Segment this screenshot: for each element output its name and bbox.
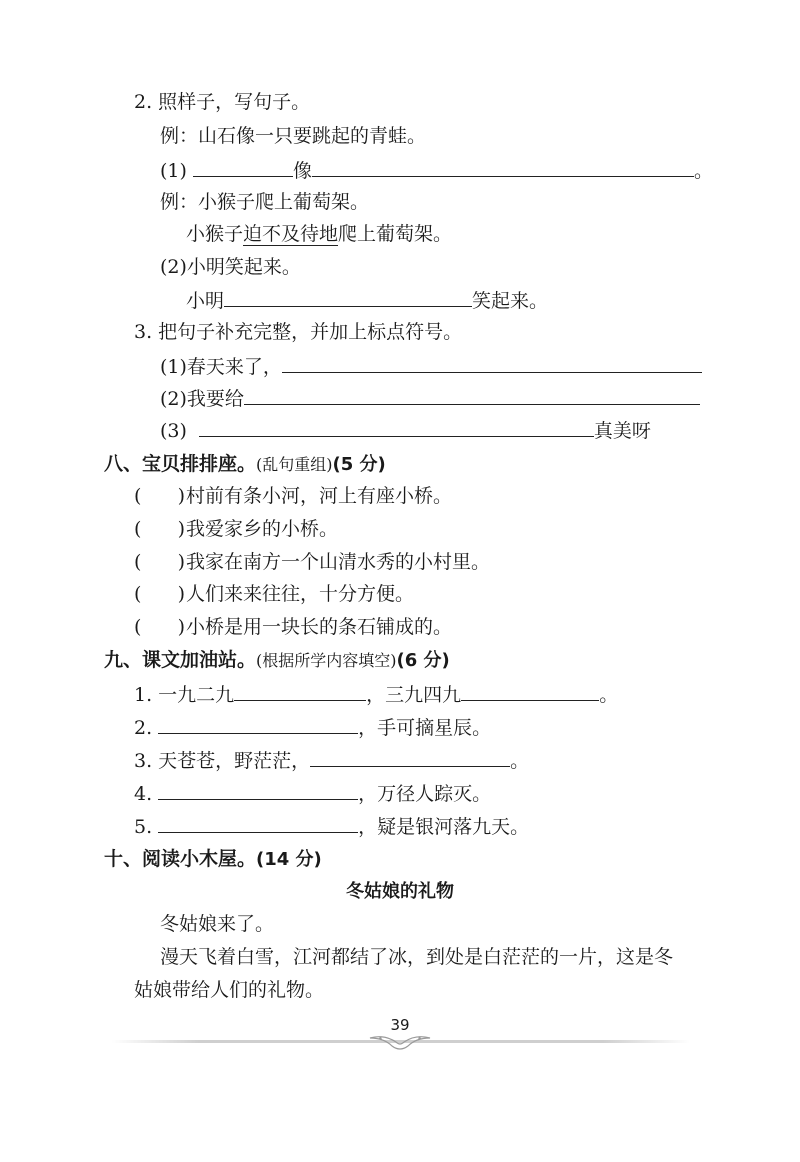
item-number: (1): [160, 160, 187, 182]
order-item-text: 村前有条小河，河上有座小桥。: [186, 485, 453, 507]
item-text: 小明: [186, 290, 225, 312]
answer-blank[interactable]: [244, 386, 700, 405]
fill-text: 2.: [134, 717, 153, 739]
fill-line-2: [134, 715, 491, 740]
q7-2-example-2b: [186, 222, 452, 246]
item-text: 笑起来。: [472, 290, 549, 312]
order-item-text: 我家在南方一个山清水秀的小村里。: [186, 551, 491, 573]
fill-text: ，疑是银河落九天。: [358, 816, 530, 838]
answer-blank[interactable]: [158, 814, 358, 833]
fill-text: 1. 一九二九: [134, 684, 235, 706]
answer-blank[interactable]: [224, 288, 472, 307]
fill-line-4: [134, 781, 491, 806]
q7-2-item-1: [160, 158, 713, 183]
q7-2-item-2b: [186, 288, 548, 313]
answer-blank[interactable]: [282, 354, 702, 373]
q7-2-example-1: 例：山石像一只要跳起的青蛙。: [160, 125, 427, 147]
answer-blank[interactable]: [193, 158, 293, 177]
answer-blank[interactable]: [312, 158, 694, 177]
q7-2-item-2: (2)小明笑起来。: [160, 256, 301, 278]
q7-3-item-1: [160, 354, 702, 379]
fill-text: 3. 天苍苍，野茫茫，: [134, 750, 311, 772]
fill-line-5: [134, 814, 529, 839]
item-number: (3): [160, 420, 187, 442]
fill-line-3: [134, 748, 529, 773]
fill-text: ，手可摘星辰。: [358, 717, 492, 739]
q7-3-title: 3. 把句子补充完整，并加上标点符号。: [134, 321, 463, 343]
section-score: (6 分): [396, 650, 450, 671]
order-item: [134, 615, 452, 639]
section-8-heading: [104, 452, 386, 477]
order-input[interactable]: ( ): [134, 616, 186, 638]
example-text: 小猴子: [186, 223, 244, 245]
section-score: (5 分): [332, 454, 386, 475]
order-item-text: 小桥是用一块长的条石铺成的。: [186, 616, 453, 638]
fill-text: 。: [510, 750, 530, 772]
order-input[interactable]: ( ): [134, 583, 186, 605]
underlined-phrase: 迫不及待地: [243, 223, 339, 245]
fill-line-1: [134, 682, 618, 707]
order-item: [134, 517, 338, 541]
q7-2-example-2: 例：小猴子爬上葡萄架。: [160, 191, 370, 213]
fill-text: ，三九四九: [366, 684, 462, 706]
order-item-text: 人们来来往往，十分方便。: [186, 583, 415, 605]
q7-2-title: 2. 照样子，写句子。: [134, 91, 311, 113]
answer-blank[interactable]: [199, 418, 594, 437]
order-item: [134, 550, 490, 574]
section-10-heading: [104, 847, 322, 872]
section-title: 八、宝贝排排座。: [104, 453, 257, 475]
section-title: 十、阅读小木屋。: [104, 848, 257, 870]
item-text: 真美呀: [593, 420, 651, 442]
answer-blank[interactable]: [461, 682, 599, 701]
example-text: 爬上葡萄架。: [338, 223, 453, 245]
section-note: (乱句重组): [256, 455, 333, 474]
section-9-heading: [104, 648, 450, 673]
story-paragraph-1: 冬姑娘来了。: [160, 913, 275, 935]
answer-blank[interactable]: [234, 682, 366, 701]
page-number: 39: [390, 1016, 410, 1034]
section-note: (根据所学内容填空): [256, 651, 397, 670]
story-paragraph-2b: 姑娘带给人们的礼物。: [134, 979, 325, 1001]
order-input[interactable]: ( ): [134, 518, 186, 540]
story-title: 冬姑娘的礼物: [346, 881, 454, 902]
answer-blank[interactable]: [158, 781, 358, 800]
item-text: 像: [292, 160, 312, 182]
q7-3-item-2: [160, 386, 700, 411]
item-text: (2)我要给: [160, 388, 244, 410]
order-input[interactable]: ( ): [134, 485, 186, 507]
fill-text: 5.: [134, 816, 153, 838]
answer-blank[interactable]: [310, 748, 510, 767]
order-item: [134, 582, 414, 606]
fill-text: 。: [599, 684, 619, 706]
section-score: (14 分): [256, 849, 322, 870]
order-input[interactable]: ( ): [134, 551, 186, 573]
footer-ornament-icon: [368, 1032, 432, 1052]
story-paragraph-2a: 漫天飞着白雪，江河都结了冰，到处是白茫茫的一片，这是冬: [160, 946, 674, 968]
section-title: 九、课文加油站。: [104, 649, 257, 671]
answer-blank[interactable]: [158, 715, 358, 734]
fill-text: ，万径人踪灭。: [358, 783, 492, 805]
item-text: (1)春天来了，: [160, 356, 282, 378]
fill-text: 4.: [134, 783, 153, 805]
q7-3-item-3: [160, 418, 651, 443]
order-item-text: 我爱家乡的小桥。: [186, 518, 339, 540]
order-item: [134, 484, 452, 508]
item-text: 。: [693, 160, 713, 182]
